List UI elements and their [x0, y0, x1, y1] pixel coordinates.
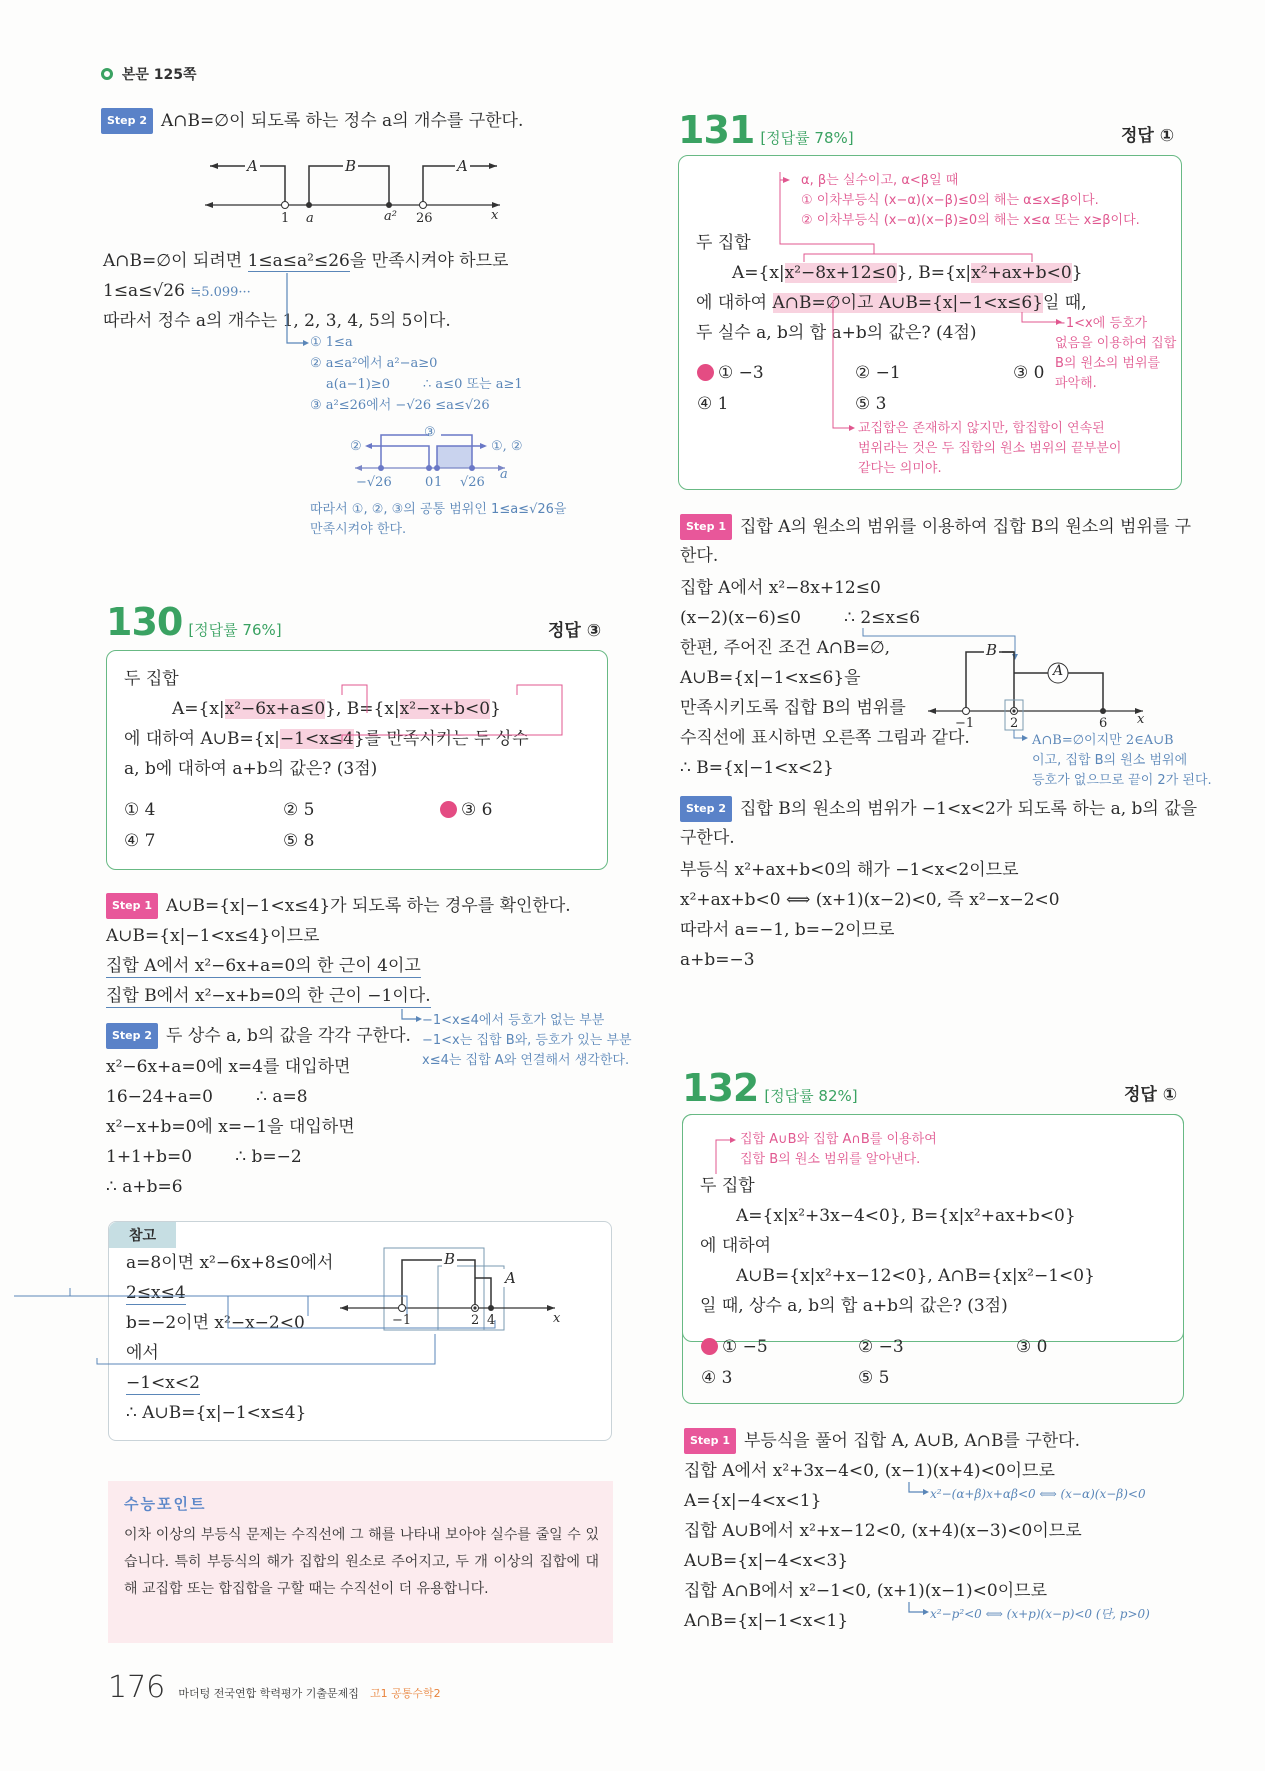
diagram-label: A — [457, 157, 468, 175]
circle-bullet-icon — [101, 68, 113, 80]
choice-1[interactable]: ① 4 — [124, 800, 156, 820]
problem-text: 일 때, 상수 a, b의 합 a+b의 값은? (3점) — [700, 1296, 1008, 1316]
diagram-label: ② — [350, 439, 362, 454]
note: x≤4는 집합 A와 연결해서 생각한다. — [422, 1053, 630, 1068]
step1-heading: Step 1 부등식을 풀어 집합 A, A∪B, A∩B를 구한다. — [684, 1428, 1080, 1454]
solution-line: a+b=−3 — [680, 950, 755, 970]
question-header-132 — [682, 1066, 858, 1110]
note: ② 이차부등식 (x−α)(x−β)≥0의 해는 x≤α 또는 x≥β이다. — [801, 213, 1140, 228]
page-number: 176 — [108, 1670, 166, 1705]
solution-line: 따라서 a=−1, b=−2이므로 — [680, 920, 895, 940]
question-number: 132 — [682, 1066, 759, 1110]
tick-label: 1 — [434, 475, 443, 490]
solution-line: ∴ a+b=6 — [106, 1177, 183, 1197]
note: ① 1≤a — [310, 335, 353, 350]
problem-text: 두 집합 — [696, 233, 751, 253]
note: B의 원소의 범위를 — [1055, 356, 1161, 371]
question-header-131 — [678, 108, 854, 152]
diagram-label: B — [345, 157, 357, 175]
solution-line: 만족시키도록 집합 B의 범위를 — [680, 698, 906, 718]
note: A∩B=∅이지만 2∈A∪B — [1032, 733, 1174, 748]
note: −1<x는 집합 B와, 등호가 있는 부분 — [422, 1033, 632, 1048]
reference-line: a=8이면 x²−6x+8≤0에서 — [126, 1253, 334, 1273]
section-ref: 본문 125쪽 — [101, 64, 197, 84]
tick-label: √26 — [460, 475, 485, 490]
step-badge: Step 2 — [680, 796, 732, 822]
solution-line: 한편, 주어진 조건 A∩B=∅, — [680, 638, 891, 658]
note: ③ a²≤26에서 −√26 ≤a≤√26 — [310, 398, 490, 413]
note: 집합 B의 원소 범위를 알아낸다. — [740, 1152, 921, 1167]
solution-line: A∩B={x|−1<x<1} — [684, 1611, 849, 1631]
problem-text: 두 집합 — [700, 1176, 755, 1196]
solution-line: A∩B=∅이 되려면 1≤a≤a²≤26을 만족시켜야 하므로 — [103, 251, 509, 271]
diagram-label: ③ — [424, 425, 436, 440]
solution-line: 집합 A에서 x²−6x+a=0의 한 근이 4이고 — [106, 956, 421, 976]
answer-label: 정답 ① — [1124, 1085, 1178, 1105]
reference-tab: 참고 — [109, 1222, 176, 1248]
tick-label: −1 — [392, 1313, 412, 1328]
solution-line: 집합 A∩B에서 x²−1<0, (x+1)(x−1)<0이므로 — [684, 1581, 1047, 1601]
reference-line: ∴ A∪B={x|−1<x≤4} — [126, 1403, 307, 1423]
pink-connector — [332, 683, 572, 753]
note: 따라서 ①, ②, ③의 공통 범위인 1≤a≤√26을 — [310, 502, 567, 517]
tick-label: x — [553, 1311, 561, 1326]
problem-text: A={x|x²+3x−4<0}, B={x|x²+ax+b<0} — [736, 1206, 1076, 1226]
step-badge: Step 1 — [106, 893, 158, 919]
step1-heading: Step 1 A∪B={x|−1<x≤4}가 되도록 하는 경우를 확인한다. — [106, 893, 571, 919]
step-badge: Step 2 — [101, 108, 153, 134]
solution-line: 집합 B에서 x²−x+b=0의 한 근이 −1이다. — [106, 986, 431, 1006]
diagram-label: ①, ② — [491, 439, 523, 454]
step-badge: Step 2 — [106, 1023, 158, 1049]
problem-text: 에 대하여 A∩B=∅이고 A∪B={x|−1<x≤6}일 때, — [696, 293, 1087, 313]
solution-line: 집합 A∪B에서 x²+x−12<0, (x+4)(x−3)<0이므로 — [684, 1521, 1082, 1541]
choice-2[interactable]: ② −3 — [858, 1337, 904, 1357]
reference-line: −1<x<2 — [126, 1373, 200, 1393]
diagram-label: A — [1053, 663, 1064, 679]
solution-line: A∪B={x|−4<x<3} — [684, 1551, 849, 1571]
problem-text: A={x|x²−8x+12≤0}, B={x|x²+ax+b<0} — [732, 263, 1083, 283]
book-title: 마더텅 전국연합 학력평가 기출문제집 — [178, 1687, 359, 1700]
solution-line: 1+1+b=0 ∴ b=−2 — [106, 1147, 302, 1167]
note: x²−p²<0 ⟺ (x+p)(x−p)<0 (단, p>0) — [930, 1607, 1150, 1621]
pink-connector — [831, 300, 861, 430]
solution-line: x²+ax+b<0 ⟺ (x+1)(x−2)<0, 즉 x²−x−2<0 — [680, 890, 1060, 910]
diagram-label: A — [505, 1269, 516, 1287]
choice-5[interactable]: ⑤ 3 — [855, 394, 887, 414]
check-mark-icon — [697, 364, 714, 381]
choice-3[interactable]: ③ 0 — [1013, 363, 1045, 383]
solution-line: A∪B={x|−1<x≤6}을 — [680, 668, 861, 688]
tick-label: −√26 — [356, 475, 392, 490]
reference-line: 에서 — [126, 1343, 159, 1363]
tick-label: 2 — [1010, 716, 1019, 731]
note: 등호가 없으므로 끝이 2가 된다. — [1032, 773, 1212, 788]
correct-rate: [정답률 78%] — [760, 129, 854, 147]
choice-2[interactable]: ② −1 — [855, 363, 901, 383]
choice-4[interactable]: ④ 1 — [697, 394, 729, 414]
problem-text: 두 집합 — [124, 669, 179, 689]
note: ② a≤a²에서 a²−a≥0 — [310, 356, 438, 371]
tick-label: 1 — [281, 211, 290, 226]
reference-line: 2≤x≤4 — [126, 1283, 186, 1303]
note: 이고, 집합 B의 원소 범위에 — [1032, 753, 1188, 768]
reference-number-line — [340, 1248, 580, 1398]
reference-line: b=−2이면 x²−x−2<0 — [126, 1313, 305, 1333]
note: a(a−1)≥0 ∴ a≤0 또는 a≥1 — [326, 377, 523, 392]
note: −1<x≤4에서 등호가 없는 부분 — [422, 1013, 605, 1028]
problem-text: 두 실수 a, b의 합 a+b의 값은? (4점) — [696, 323, 977, 343]
note: ① 이차부등식 (x−α)(x−β)≤0의 해는 α≤x≤β이다. — [801, 193, 1099, 208]
step-badge: Step 1 — [680, 514, 732, 540]
tick-label: 26 — [416, 211, 433, 226]
question-number: 130 — [106, 600, 183, 644]
tick-label: a — [306, 211, 314, 226]
step2-heading-cont: 구한다. — [680, 828, 735, 848]
note: 집합 A∪B와 집합 A∩B를 이용하여 — [740, 1132, 937, 1147]
problem-text: 에 대하여 — [700, 1236, 772, 1256]
note: x²−(α+β)x+αβ<0 ⟺ (x−α)(x−β)<0 — [930, 1487, 1146, 1501]
note: 같다는 의미야. — [858, 461, 942, 476]
choice-3-selected[interactable]: ③ 6 — [440, 800, 492, 820]
solution-line: 수직선에 표시하면 오른쪽 그림과 같다. — [680, 728, 970, 748]
diagram-label: B — [444, 1250, 456, 1268]
choice-1-selected[interactable]: ① −5 — [701, 1337, 768, 1357]
subject-label: 고1 공통수학2 — [369, 1687, 441, 1700]
tick-label: a — [500, 467, 508, 482]
choice-1-selected[interactable]: ① −3 — [697, 363, 764, 383]
step2-heading: Step 2 집합 B의 원소의 범위가 −1<x<2가 되도록 하는 a, b의 값을 — [680, 796, 1197, 822]
question-header-130 — [106, 600, 282, 644]
question-number: 131 — [678, 108, 755, 152]
correct-rate: [정답률 82%] — [764, 1087, 858, 1105]
step2-heading: Step 2 두 상수 a, b의 값을 각각 구한다. — [106, 1023, 411, 1049]
step1-heading: Step 1 집합 A의 원소의 범위를 이용하여 집합 B의 원소의 범위를 구 — [680, 514, 1191, 540]
note: 만족시켜야 한다. — [310, 522, 407, 537]
tick-label: 2 — [471, 1313, 480, 1328]
solution-line: x²−x+b=0에 x=−1을 대입하면 — [106, 1117, 355, 1137]
tick-label: x — [491, 208, 499, 223]
step1-heading-cont: 한다. — [680, 546, 719, 566]
note: 파악해. — [1055, 376, 1097, 391]
key-point-title: 수능포인트 — [124, 1495, 207, 1513]
correct-rate: [정답률 76%] — [188, 621, 282, 639]
solution-line: x²−6x+a=0에 x=4를 대입하면 — [106, 1057, 351, 1077]
step-badge: Step 1 — [684, 1428, 736, 1454]
solution-line: 16−24+a=0 ∴ a=8 — [106, 1087, 308, 1107]
problem-text: A={x|x²−6x+a≤0}, B={x|x²−x+b<0} — [172, 699, 501, 719]
choice-5[interactable]: ⑤ 8 — [283, 831, 315, 851]
note: 없음을 이용하여 집합 — [1055, 336, 1177, 351]
key-point-body: 이차 이상의 부등식 문제는 수직선에 그 해를 나타내 보아야 실수를 줄일 수 있습니다. 특히 부등식의 해가 집합의 원소로 주어지고, 두 개 이상의 집합에 대해 교집합 또는 합집합을 구할 때는 수직선이 더 유용합니다. — [124, 1527, 599, 1597]
tick-label: x — [1137, 712, 1145, 727]
choice-2[interactable]: ② 5 — [283, 800, 315, 820]
solution-line: 1≤a≤√26 ≒5.099··· — [103, 281, 251, 301]
problem-box-132-border — [682, 1114, 1184, 1404]
solution-line: (x−2)(x−6)≤0 ∴ 2≤x≤6 — [680, 608, 921, 628]
tick-label: 4 — [487, 1313, 496, 1328]
tick-label: −1 — [955, 716, 975, 731]
step2-heading: Step 2 A∩B=∅이 되도록 하는 정수 a의 개수를 구한다. — [101, 108, 523, 134]
tick-label: 6 — [1099, 716, 1108, 731]
solution-line: 집합 A에서 x²−8x+12≤0 — [680, 578, 881, 598]
problem-text: 에 대하여 A∪B={x|−1<x≤4}를 만족시키는 두 상수 — [124, 729, 529, 749]
tick-label: 0 — [425, 475, 434, 490]
choice-5[interactable]: ⑤ 5 — [858, 1368, 890, 1388]
page-footer — [108, 1670, 441, 1705]
solution-line: 부등식 x²+ax+b<0의 해가 −1<x<2이므로 — [680, 860, 1019, 880]
problem-text: a, b에 대하여 a+b의 값은? (3점) — [124, 759, 378, 779]
note: 범위라는 것은 두 집합의 원소 범위의 끝부분이 — [858, 441, 1122, 456]
solution-line: A∪B={x|−1<x≤4}이므로 — [106, 926, 320, 946]
choice-4[interactable]: ④ 7 — [124, 831, 156, 851]
choice-4[interactable]: ④ 3 — [701, 1368, 733, 1388]
problem-text: A∪B={x|x²+x−12<0}, A∩B={x|x²−1<0} — [736, 1266, 1095, 1286]
diagram-label: A — [247, 157, 258, 175]
solution-line: 집합 A에서 x²+3x−4<0, (x−1)(x+4)<0이므로 — [684, 1461, 1055, 1481]
note: α, β는 실수이고, α<β일 때 — [801, 173, 959, 188]
check-mark-icon — [440, 801, 457, 818]
note: 교집합은 존재하지 않지만, 합집합이 연속된 — [858, 421, 1105, 436]
answer-label: 정답 ① — [1121, 126, 1175, 146]
choice-3[interactable]: ③ 0 — [1016, 1337, 1048, 1357]
note: −1<x에 등호가 — [1055, 316, 1148, 331]
diagram-label: B — [986, 641, 998, 659]
solution-line: 따라서 정수 a의 개수는 1, 2, 3, 4, 5의 5이다. — [103, 311, 451, 331]
tick-label: a² — [384, 209, 397, 224]
solution-line: A={x|−4<x<1} — [684, 1491, 822, 1511]
solution-line: ∴ B={x|−1<x<2} — [680, 758, 834, 778]
answer-label: 정답 ③ — [548, 621, 602, 641]
